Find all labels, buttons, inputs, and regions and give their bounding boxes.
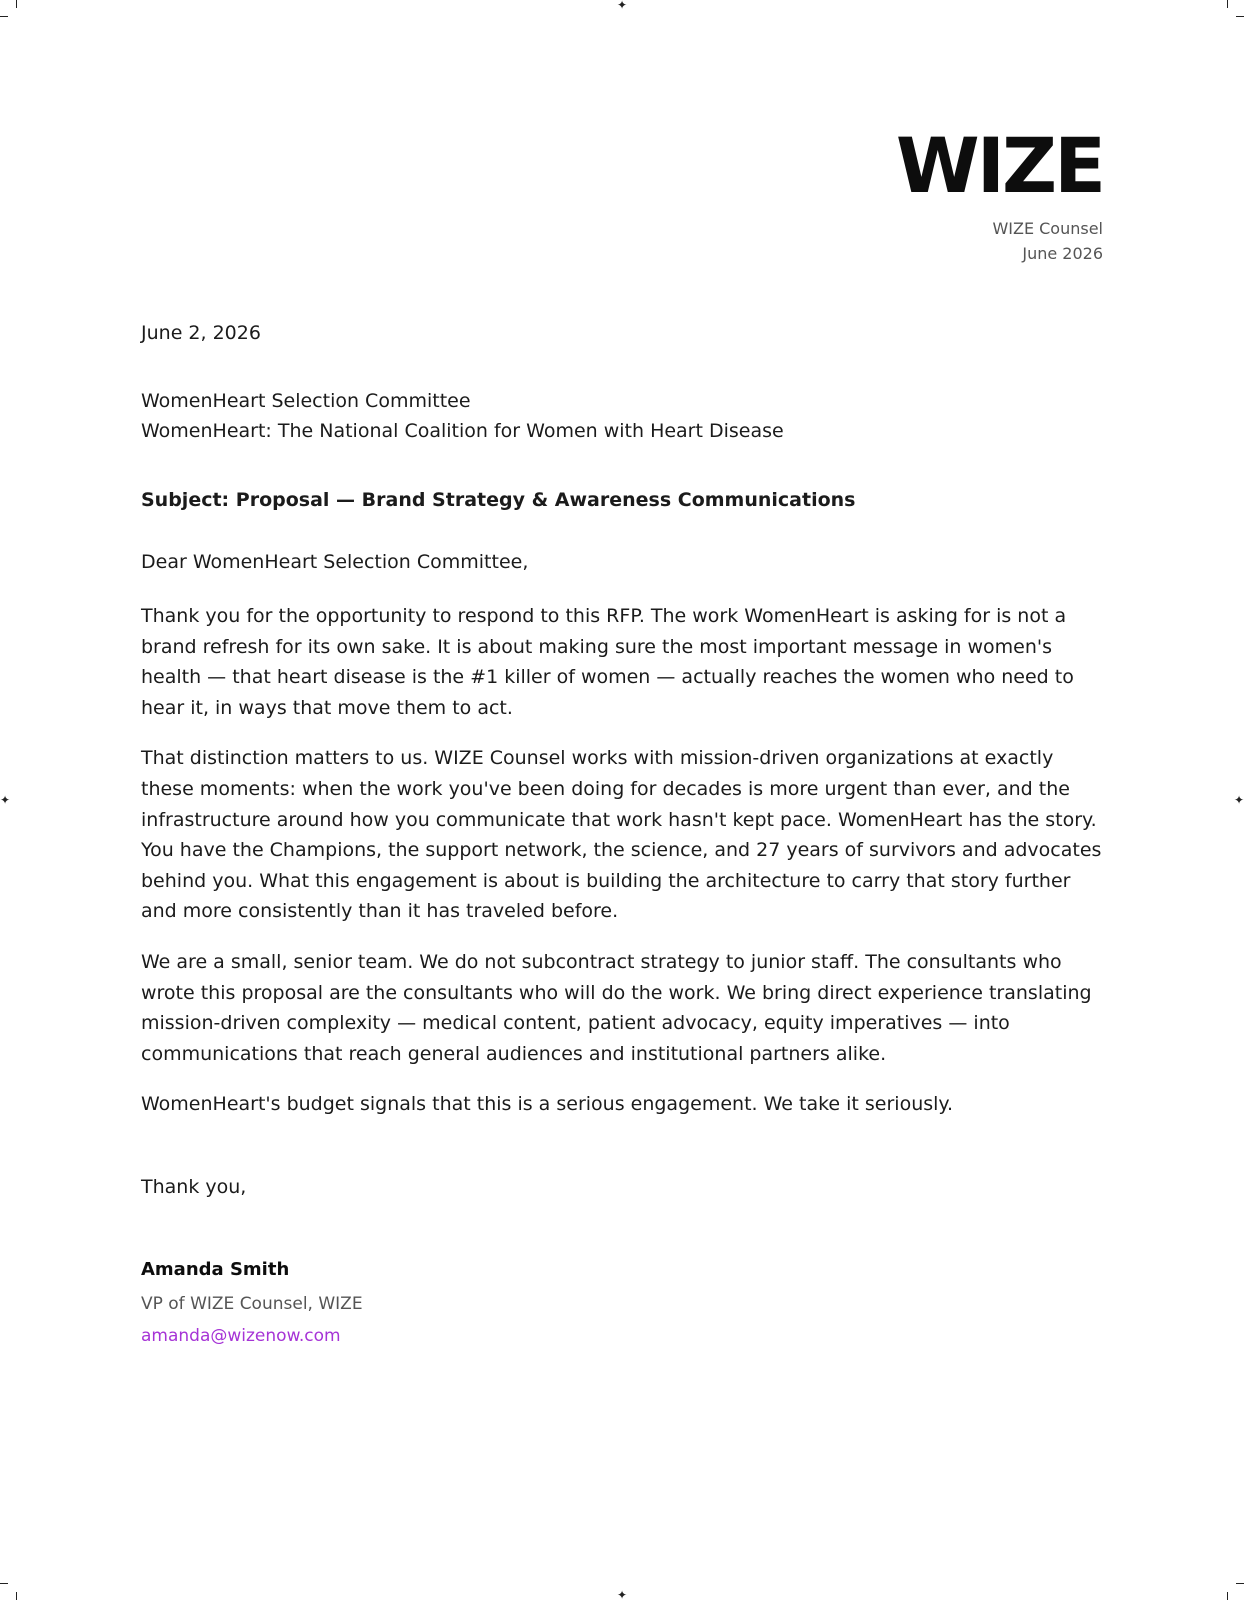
recipient-line: WomenHeart Selection Committee (141, 390, 471, 412)
signature-block (141, 1256, 1106, 1350)
letter-date: June 2, 2026 (141, 322, 261, 344)
closing: Thank you, (141, 1175, 247, 1198)
subject-line: Subject: Proposal — Brand Strategy & Awareness Communications (141, 489, 856, 511)
company-name: WIZE Counsel (992, 219, 1103, 238)
registration-mark-icon: ✦ (616, 1588, 628, 1602)
body-paragraph: Thank you for the opportunity to respond to this RFP. The work WomenHeart is asking for is not a brand refresh for its own sake. It is about making sure the most important message in women's health — that heart disease is the #1 killer of women — actually reaches the women who need to hear it, in ways that move them to act. (141, 605, 1074, 719)
header-date: June 2026 (1022, 244, 1103, 263)
body-paragraph: That distinction matters to us. WIZE Counsel works with mission-driven organizations at exactly these moments: when the work you've been doing for decades is more urgent than ever, and the infrastructure around how you communicate that work hasn't kept pace. WomenHeart has the story. You have the Champions, the support network, the science, and 27 years of survivors and advocates behind you. What this engagement is about is building the architecture to carry that story further and more consistently than it has traveled before. (141, 747, 1102, 923)
crop-mark-bottom-left (16, 1592, 17, 1600)
body-paragraph: We are a small, senior team. We do not subcontract strategy to junior staff. The consultants who wrote this proposal are the consultants who will do the work. We bring direct experience translating mission-driven complexity — medical content, patient advocacy, equity imperatives — into communications that reach general audiences and institutional partners alike. (141, 950, 1092, 1065)
body-paragraph: WomenHeart's budget signals that this is a serious engagement. We take it seriously. (141, 1093, 954, 1116)
crop-mark-top-right (1236, 16, 1244, 17)
registration-mark-icon: ✦ (0, 793, 11, 807)
crop-mark-top-right (1227, 0, 1228, 8)
crop-mark-bottom-right (1227, 1592, 1228, 1600)
registration-mark-icon: ✦ (616, 0, 628, 12)
recipient-block (141, 386, 1106, 446)
signer-email-link[interactable]: amanda@wizenow.com (141, 1325, 341, 1346)
crop-mark-top-left (16, 0, 17, 8)
signer-name: Amanda Smith (141, 1258, 290, 1280)
recipient-line: WomenHeart: The National Coalition for Women with Heart Disease (141, 420, 784, 442)
letterhead (895, 121, 1103, 266)
brand-logo: WIZE (895, 121, 1103, 210)
crop-mark-bottom-right (1236, 1583, 1244, 1584)
salutation: Dear WomenHeart Selection Committee, (141, 551, 529, 573)
crop-mark-top-left (0, 16, 8, 17)
registration-mark-icon: ✦ (1233, 793, 1244, 807)
letter-body (141, 318, 1106, 1350)
crop-mark-bottom-left (0, 1583, 8, 1584)
signer-title: VP of WIZE Counsel, WIZE (141, 1293, 363, 1314)
